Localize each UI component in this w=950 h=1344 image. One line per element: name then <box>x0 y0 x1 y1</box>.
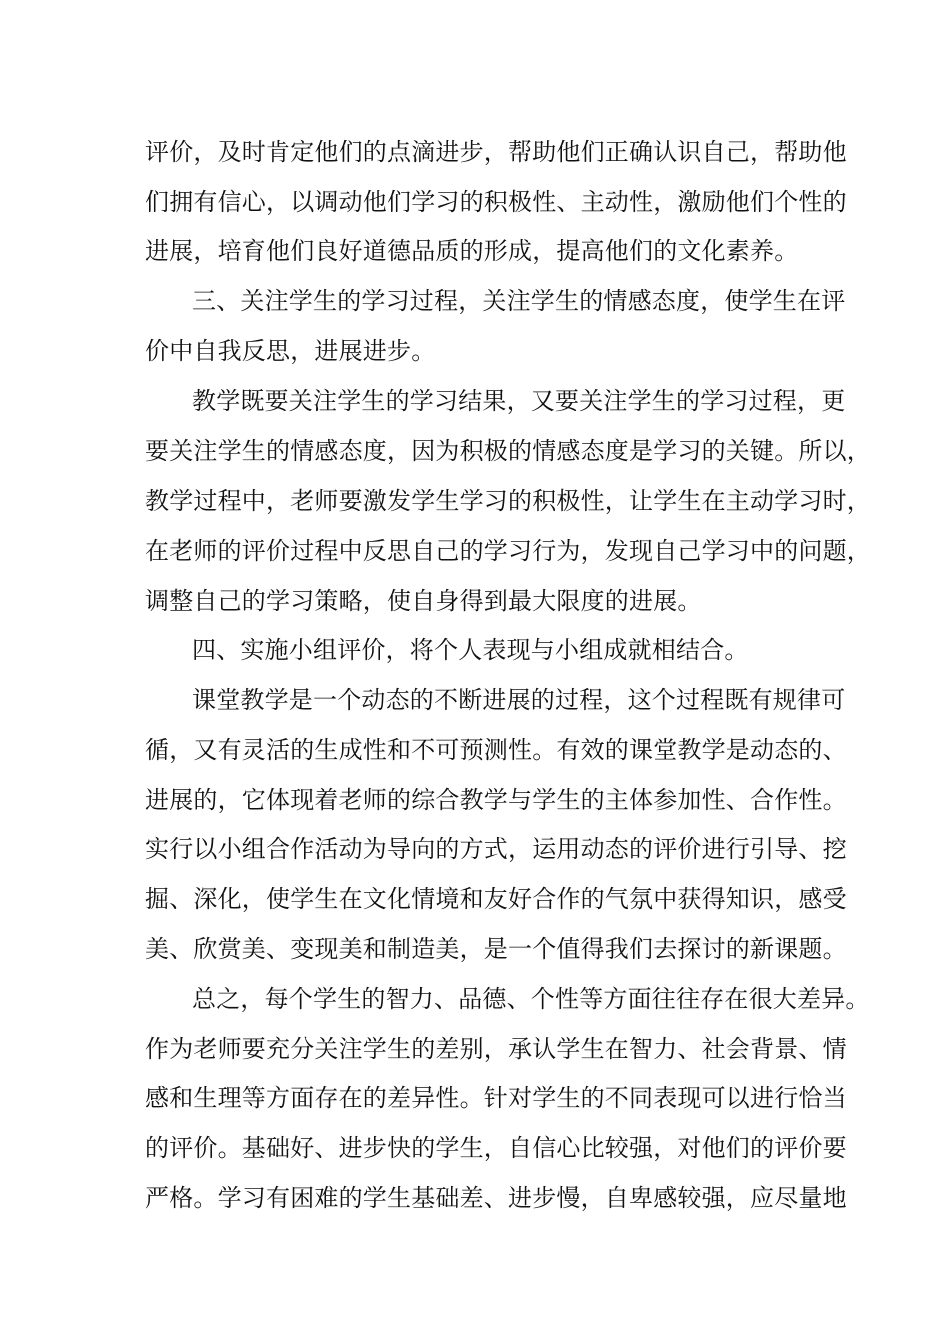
section-heading-4: 四、实施小组评价，将个人表现与小组成就相结合。 <box>192 636 749 664</box>
paragraph-start: 总之，每个学生的智力、品德、个性等方面往往存在很大差异。 <box>192 985 870 1013</box>
text-line: 评价，及时肯定他们的点滴进步，帮助他们正确认识自己，帮助他 <box>145 138 847 166</box>
paragraph-start: 课堂教学是一个动态的不断进展的过程，这个过程既有规律可 <box>192 686 846 714</box>
text-line: 实行以小组合作活动为导向的方式，运用动态的评价进行引导、挖 <box>145 835 847 863</box>
text-line: 调整自己的学习策略，使自身得到最大限度的进展。 <box>145 587 702 615</box>
text-line: 作为老师要充分关注学生的差别，承认学生在智力、社会背景、情 <box>145 1035 847 1063</box>
text-line: 要关注学生的情感态度，因为积极的情感态度是学习的关键。所以， <box>145 437 871 465</box>
section-heading-3: 三、关注学生的学习过程，关注学生的情感态度，使学生在评 <box>192 287 846 315</box>
text-line: 严格。学习有困难的学生基础差、进步慢，自卑感较强，应尽量地 <box>145 1184 847 1212</box>
paragraph-start: 教学既要关注学生的学习结果，又要关注学生的学习过程，更 <box>192 387 846 415</box>
text-line: 进展，培育他们良好道德品质的形成，提高他们的文化素养。 <box>145 237 799 265</box>
text-line: 们拥有信心，以调动他们学习的积极性、主动性，激励他们个性的 <box>145 188 847 216</box>
text-line: 进展的，它体现着老师的综合教学与学生的主体参加性、合作性。 <box>145 786 847 814</box>
text-line: 循，又有灵活的生成性和不可预测性。有效的课堂教学是动态的、 <box>145 736 847 764</box>
text-line: 感和生理等方面存在的差异性。针对学生的不同表现可以进行恰当 <box>145 1084 847 1112</box>
text-line: 的评价。基础好、进步快的学生，自信心比较强，对他们的评价要 <box>145 1134 847 1162</box>
text-line: 价中自我反思，进展进步。 <box>145 337 436 365</box>
text-line: 掘、深化，使学生在文化情境和友好合作的气氛中获得知识，感受 <box>145 885 847 913</box>
text-line: 美、欣赏美、变现美和制造美，是一个值得我们去探讨的新课题。 <box>145 935 847 963</box>
text-line: 在老师的评价过程中反思自己的学习行为，发现自己学习中的问题， <box>145 537 871 565</box>
text-line: 教学过程中，老师要激发学生学习的积极性，让学生在主动学习时， <box>145 487 871 515</box>
